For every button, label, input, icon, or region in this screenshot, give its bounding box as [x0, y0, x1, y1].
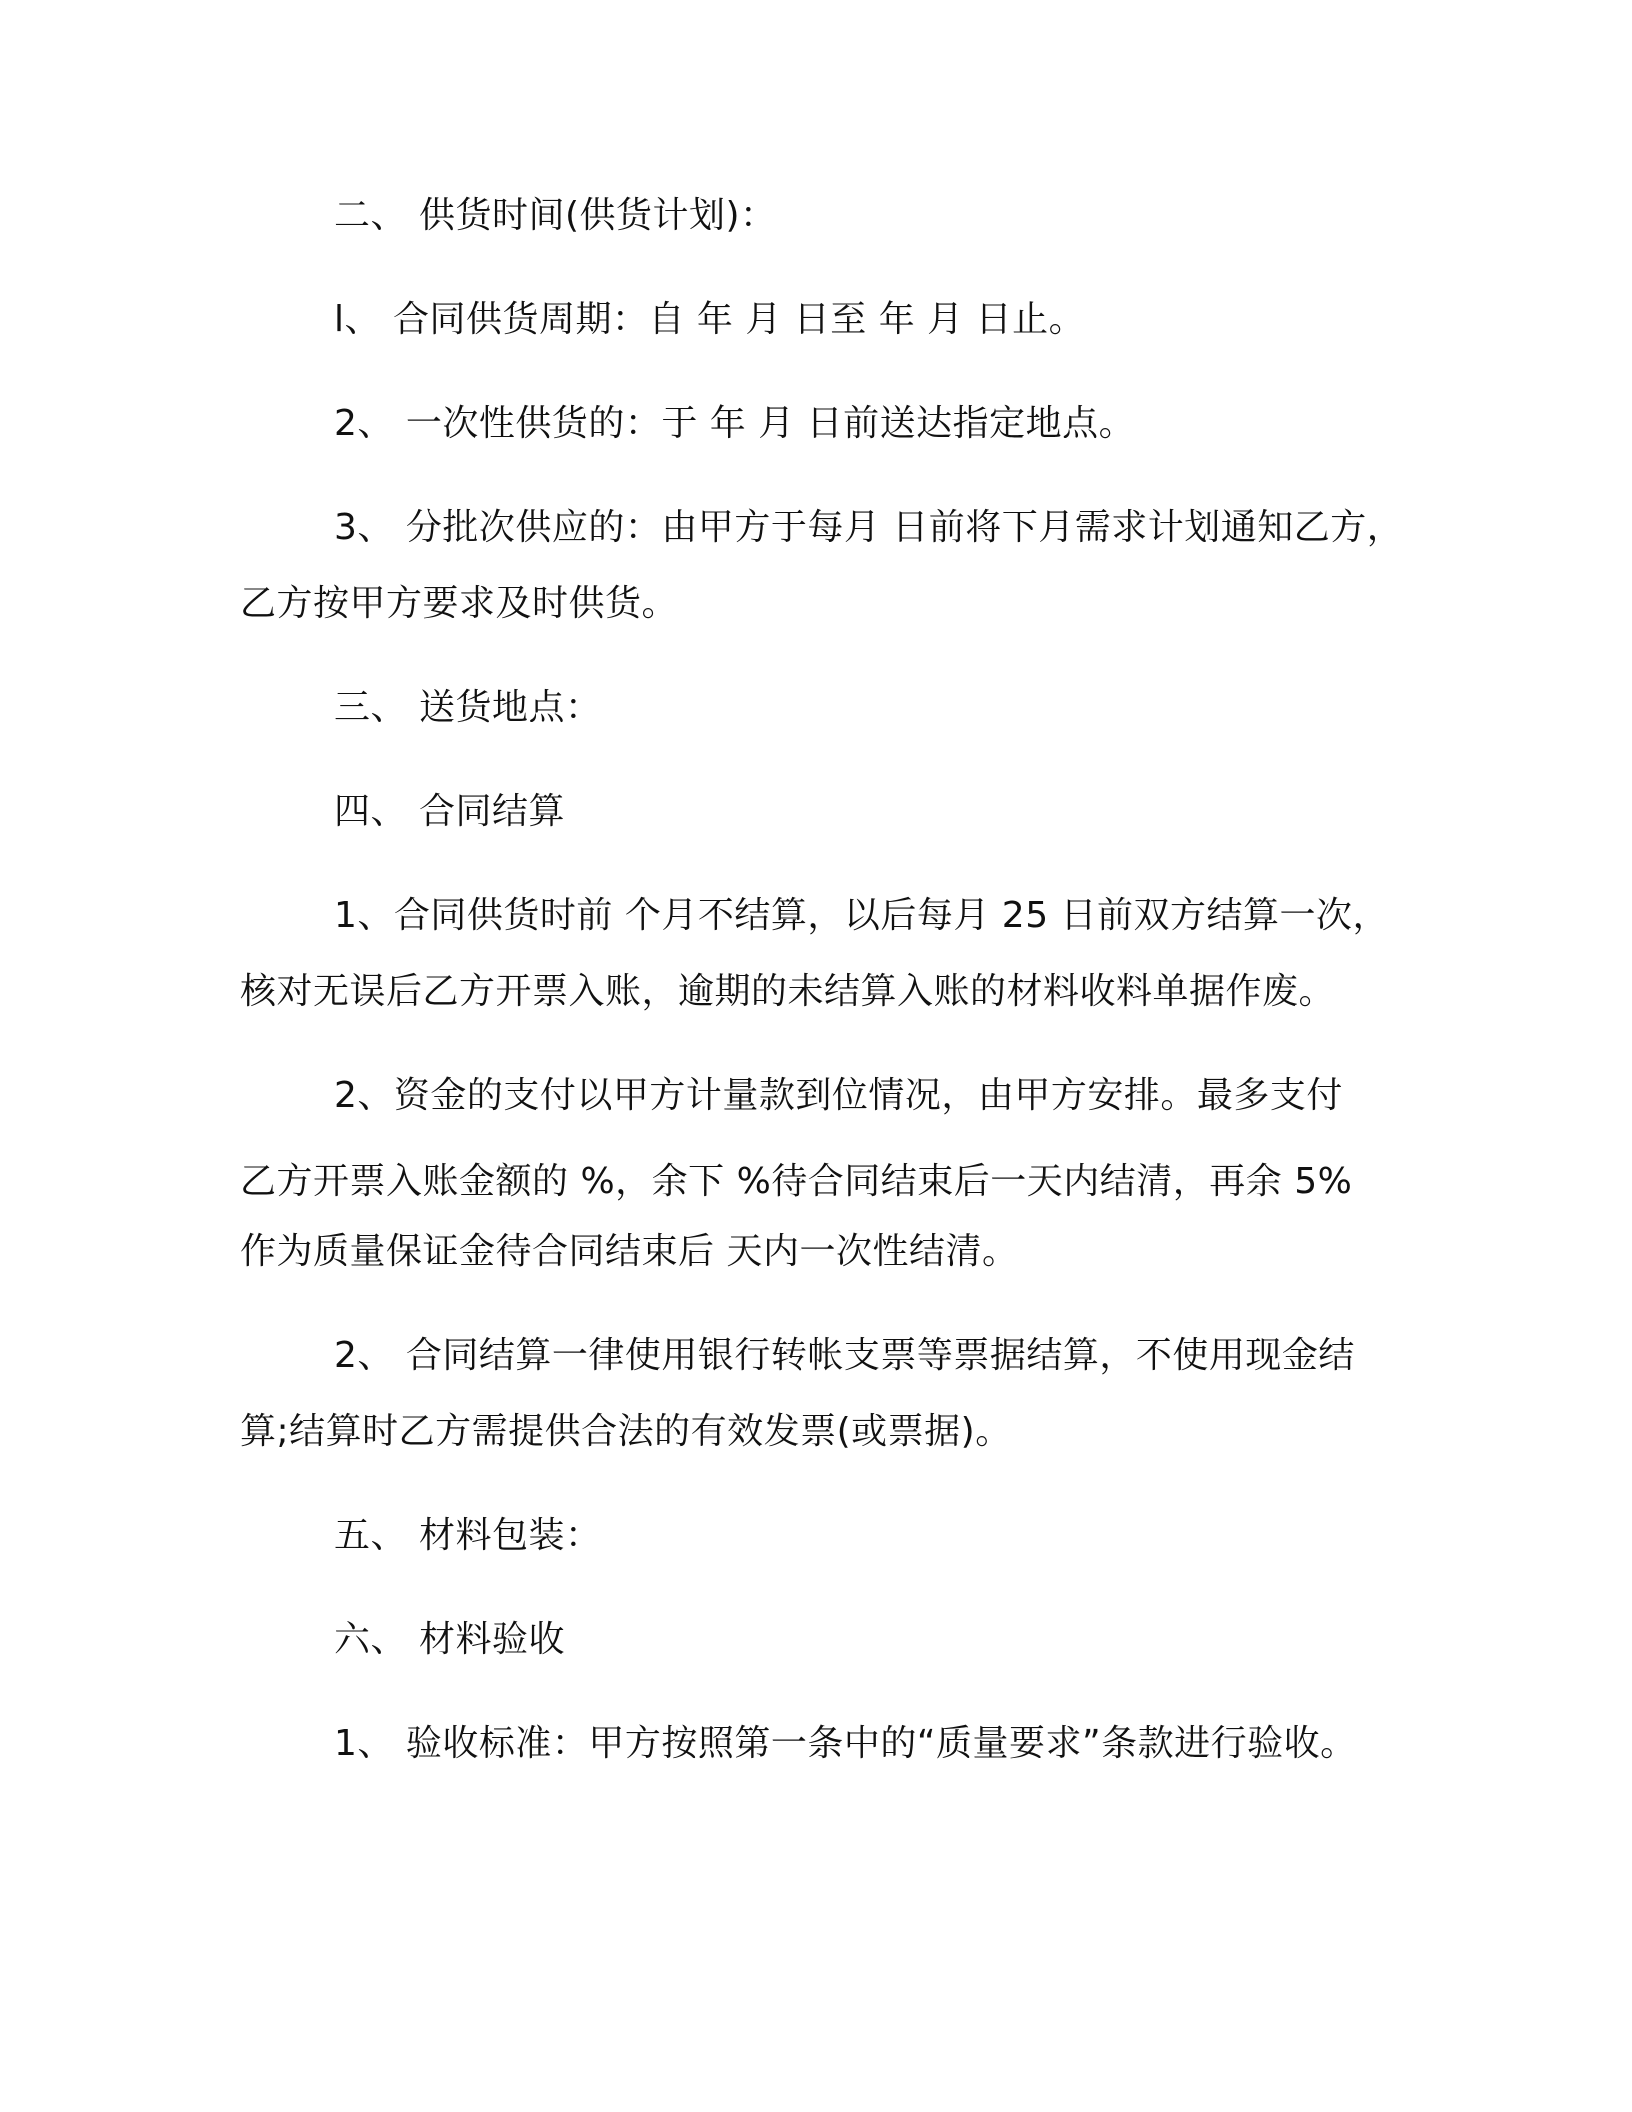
clause-payment-cont-1: 乙方开票入账金额的 %，余下 %待合同结束后一天内结清，再余 5%	[240, 1161, 1353, 1202]
clause-one-time-supply: 2、 一次性供货的：于 年 月 日前送达指定地点。	[334, 403, 1136, 444]
section-heading-acceptance: 六、 材料验收	[334, 1619, 565, 1660]
section-heading-delivery-location: 三、 送货地点：	[334, 687, 602, 728]
section-heading-settlement: 四、 合同结算	[334, 791, 565, 832]
section-heading-packaging: 五、 材料包装：	[334, 1515, 602, 1556]
clause-supply-period: l、 合同供货周期：自 年 月 日至 年 月 日止。	[334, 299, 1086, 340]
clause-settlement-schedule-cont: 核对无误后乙方开票入账，逾期的未结算入账的材料收料单据作废。	[240, 971, 1336, 1012]
clause-settlement-schedule: 1、合同供货时前 个月不结算，以后每月 25 日前双方结算一次，	[334, 895, 1390, 936]
clause-settlement-method: 2、 合同结算一律使用银行转帐支票等票据结算，不使用现金结	[334, 1335, 1355, 1376]
clause-batch-supply-cont: 乙方按甲方要求及时供货。	[240, 583, 679, 624]
clause-batch-supply: 3、 分批次供应的：由甲方于每月 日前将下月需求计划通知乙方，	[334, 507, 1404, 548]
clause-payment-cont-2: 作为质量保证金待合同结束后 天内一次性结清。	[240, 1231, 1019, 1272]
clause-payment: 2、资金的支付以甲方计量款到位情况，由甲方安排。最多支付	[334, 1075, 1343, 1116]
clause-settlement-method-cont: 算;结算时乙方需提供合法的有效发票(或票据)。	[240, 1411, 1012, 1452]
section-heading-supply-time: 二、 供货时间(供货计划)：	[334, 195, 777, 236]
clause-acceptance-standard: 1、 验收标准：甲方按照第一条中的“质量要求”条款进行验收。	[334, 1723, 1357, 1764]
